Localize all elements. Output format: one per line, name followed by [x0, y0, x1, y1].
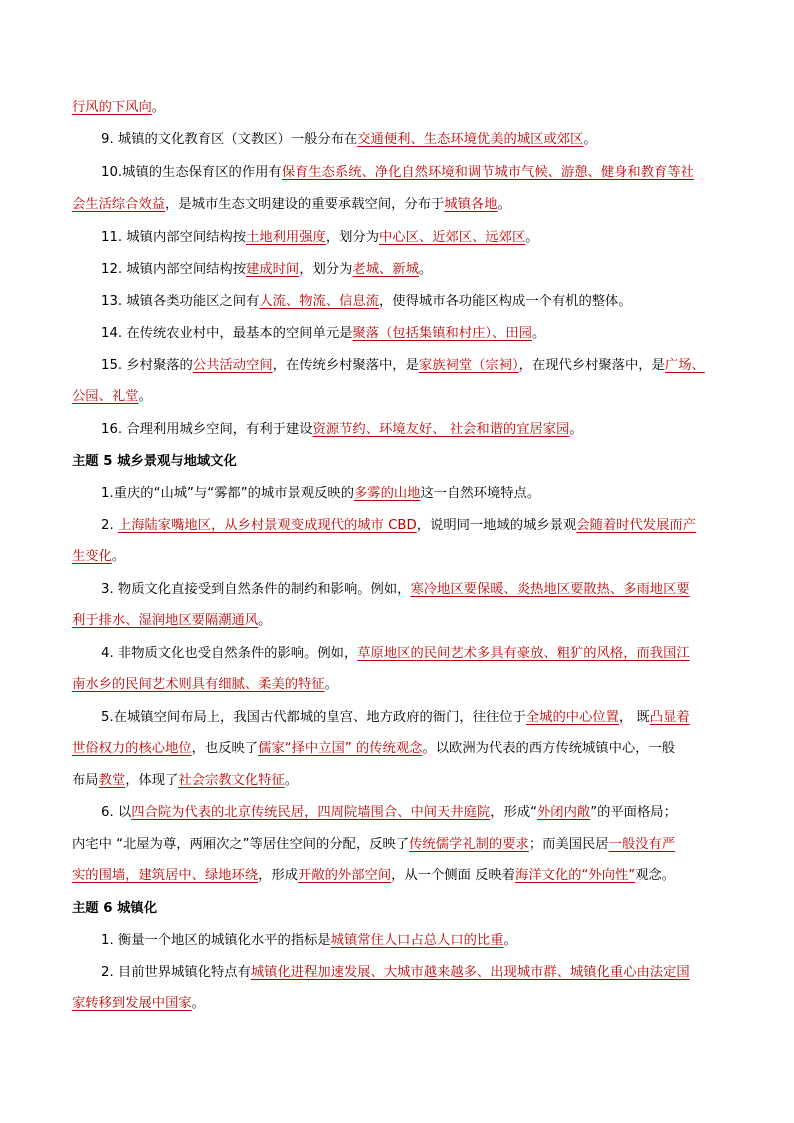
answer-text: 交通便利、生态环境优美的城区或郊区 [357, 132, 584, 147]
text-line [72, 675, 724, 695]
text-line [72, 387, 724, 407]
answer-text: 儒家“择中立国” 的传统观念 [258, 741, 423, 756]
body-text: 。 [324, 677, 338, 692]
body-text: 11. 城镇内部空间结构按 [101, 230, 247, 245]
body-text: 16. 合理利用城乡空间，有利于建设 [101, 422, 313, 437]
text-line [101, 324, 724, 344]
answer-text: 外闭内敞 [537, 805, 591, 820]
body-text: 6. 以 [101, 805, 132, 820]
body-text: 。以欧洲为代表的西方传统城镇中心，一般 [422, 741, 676, 756]
answer-text: 广场、 [664, 358, 705, 373]
body-text: ，在传统乡村聚落中，是 [272, 358, 419, 373]
answer-text: 土地利用强度 [246, 230, 326, 245]
body-text: 14. 在传统农业村中，最基本的空间单元是 [101, 326, 353, 341]
answer-text: 老城、新城 [352, 262, 419, 277]
answer-text: 家转移到发展中国家 [72, 996, 192, 1011]
body-text: 5.在城镇空间布局上，我国古代都城的皇宫、地方政府的衙门，往往位于 [101, 710, 526, 725]
text-line [72, 611, 724, 631]
text-line [101, 580, 724, 600]
answer-text: 人流、物流、信息流 [259, 294, 380, 309]
answer-text: 上海陆家嘴地区，从乡村景观变成现代的城市 CBD [117, 518, 417, 533]
text-line [101, 228, 724, 248]
body-text: 9. 城镇的文化教育区（文教区）一般分布在 [101, 132, 358, 147]
body-text: ，是城市生态文明建设的重要承载空间，分布于 [165, 197, 445, 212]
answer-text: 草原地区的民间艺术多具有豪放、粗犷的风格，而我国江 [357, 646, 690, 661]
text-line [101, 803, 724, 823]
body-text: ，从一个侧面 反映着 [391, 868, 516, 883]
text-line [72, 835, 724, 855]
body-text: ，体现了 [125, 773, 179, 788]
answer-text: 公园、礼堂 [72, 389, 139, 404]
text-line [101, 963, 724, 983]
answer-text: 中心区、近郊区、远郊区 [379, 230, 526, 245]
body-text: ；而美国民居 [528, 837, 609, 852]
body-text: ”的平面格局； [590, 805, 677, 820]
answer-text: 行风的下风向 [72, 100, 152, 115]
section-heading [72, 899, 724, 919]
body-text: 。 [151, 100, 166, 115]
text-line [72, 739, 724, 759]
body-text: ，划分为 [299, 262, 353, 277]
answer-text: 城镇各地 [444, 197, 498, 212]
body-text: 主题 5 城乡景观与地域文化 [72, 454, 237, 469]
body-text: ，形成“ [490, 805, 538, 820]
body-text: ，在现代乡村聚落中，是 [518, 358, 665, 373]
body-text: 。 [583, 132, 597, 147]
body-text: 内宅中 “北屋为尊，两厢次之”等居住空间的分配，反映了 [72, 837, 410, 852]
answer-text: 建成时间 [246, 262, 300, 277]
text-line [101, 292, 724, 312]
answer-text: 海洋文化的“外向性” [515, 868, 636, 883]
body-text: 2. 目前世界城镇化特点有 [101, 965, 251, 980]
answer-text: 全城的中心位置 [525, 710, 619, 725]
body-text: 10.城镇的生态保育区的作用有 [101, 165, 282, 180]
answer-text: 开敞的外部空间 [298, 868, 392, 883]
text-line [101, 130, 724, 150]
body-text: 1. 衡量一个地区的城镇化水平的指标是 [101, 933, 331, 948]
body-text: 。 [497, 197, 511, 212]
body-text: 。 [284, 773, 299, 788]
text-line [72, 771, 724, 791]
answer-text: 城镇常住人口占总人口的比重 [330, 933, 504, 948]
text-line [72, 547, 724, 567]
body-text: 13. 城镇各类功能区之间有 [101, 294, 260, 309]
text-line [101, 420, 724, 440]
answer-text: 社会宗教文化特征 [178, 773, 285, 788]
body-text: 这一自然环境特点。 [420, 486, 541, 501]
text-line [101, 356, 724, 376]
body-text: 观念。 [635, 868, 676, 883]
body-text: ，也反映了 [191, 741, 259, 756]
answer-text: 南水乡的民间艺术则具有细腻、柔美的特征 [72, 677, 325, 692]
answer-text: 凸显着 [649, 710, 690, 725]
text-line [101, 516, 724, 536]
answer-text: 实的围墙，建筑居中、绿地环绕 [72, 868, 259, 883]
body-text: 。 [531, 326, 546, 341]
answer-text: 世俗权力的核心地位 [72, 741, 192, 756]
text-line [101, 644, 724, 664]
body-text: 。 [191, 996, 205, 1011]
text-line [72, 866, 724, 886]
answer-text: 生变化 [72, 549, 112, 564]
answer-text: 会生活综合效益 [72, 197, 166, 212]
answer-text: 传统儒学礼制的要求 [409, 837, 529, 852]
body-text: 4. 非物质文化也受自然条件的影响。例如， [101, 646, 358, 661]
body-text: ，形成 [258, 868, 299, 883]
body-text: 布局 [72, 773, 99, 788]
answer-text: 利于排水、湿润地区要隔潮通风 [72, 613, 259, 628]
answer-text: 城镇化进程加速发展、大城市越来越多、出现城市群、城镇化重心由法定国 [250, 965, 690, 980]
body-text: 12. 城镇内部空间结构按 [101, 262, 247, 277]
answer-text: 会随着时代发展而产 [576, 518, 696, 533]
text-line [101, 484, 724, 504]
text-line [72, 994, 724, 1014]
text-line [72, 98, 724, 118]
body-text: 。 [138, 389, 152, 404]
body-text: 。 [569, 422, 583, 437]
answer-text: 四合院为代表的北京传统民居，四周院墙围合、中间天井庭院 [131, 805, 491, 820]
text-line [101, 260, 724, 280]
answer-text: 多雾的山地 [354, 486, 421, 501]
body-text: ，说明同一地域的城乡景观 [416, 518, 577, 533]
body-text: ，划分为 [325, 230, 380, 245]
body-text: 。 [111, 549, 126, 564]
body-text: 。 [258, 613, 272, 628]
body-text: ，使得城市各功能区构成一个有机的整体。 [379, 294, 632, 309]
answer-text: 寒冷地区要保暖、炎热地区要散热、多雨地区要 [410, 582, 690, 597]
answer-text: 保育生态系统、净化自然环境和调节城市气候、游憩、健身和教育等社 [281, 165, 694, 180]
body-text: ， 既 [618, 710, 650, 725]
answer-text: 资源节约、环境友好、 社会和谐的宜居家园 [312, 422, 570, 437]
text-line [101, 708, 724, 728]
body-text: 15. 乡村聚落的 [101, 358, 193, 373]
text-line [101, 163, 724, 183]
text-line [101, 931, 724, 951]
text-line [72, 195, 724, 215]
body-text: 主题 6 城镇化 [72, 901, 157, 916]
body-text: 1.重庆的“山城”与“雾都”的城市景观反映的 [101, 486, 354, 501]
body-text: 。 [503, 933, 517, 948]
body-text: 。 [525, 230, 539, 245]
body-text: 。 [418, 262, 433, 277]
answer-text: 家族祠堂（宗祠） [418, 358, 519, 373]
answer-text: 教堂 [98, 773, 126, 788]
answer-text: 公共活动空间 [192, 358, 273, 373]
section-heading [72, 452, 724, 472]
body-text: 2. [101, 518, 118, 533]
answer-text: 一般没有严 [608, 837, 676, 852]
answer-text: 聚落（包括集镇和村庄）、田园 [352, 326, 532, 341]
body-text: 3. 物质文化直接受到自然条件的制约和影响。例如， [101, 582, 411, 597]
